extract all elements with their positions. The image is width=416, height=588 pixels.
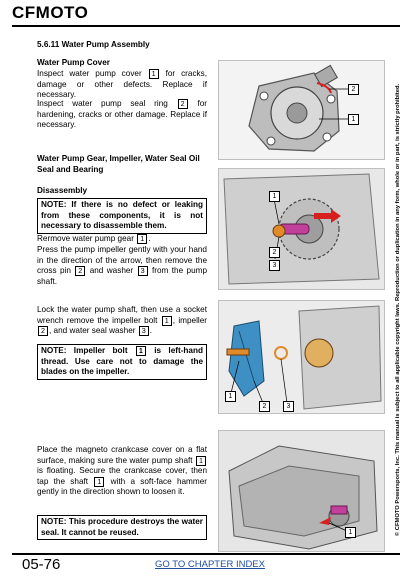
chapter-index-link[interactable]: GO TO CHAPTER INDEX xyxy=(155,559,265,570)
ref-number: 1 xyxy=(137,234,147,244)
impeller-illustration xyxy=(219,301,384,413)
ref-number: 1 xyxy=(162,316,172,326)
callout-label: 2 xyxy=(348,84,359,95)
callout-label: 1 xyxy=(345,527,356,538)
callout-label: 1 xyxy=(348,114,359,125)
callout-label: 1 xyxy=(269,191,280,202)
section-title: 5.6.11 Water Pump Assembly xyxy=(37,40,150,49)
ref-number: 2 xyxy=(38,326,48,336)
header-rule xyxy=(12,25,400,27)
callout-label: 2 xyxy=(259,401,270,412)
page-number: 05-76 xyxy=(22,556,61,573)
page-header xyxy=(0,0,416,24)
footer-rule xyxy=(12,553,400,555)
ref-number: 1 xyxy=(94,477,104,487)
ref-number: 2 xyxy=(75,266,85,276)
cover-paragraph-1: Inspect water pump cover 1 for cracks, damage or other defects. Replace if necessary. xyxy=(37,69,208,100)
figure-crankcase-cover xyxy=(218,430,385,552)
ref-number: 3 xyxy=(139,326,149,336)
gear-heading: Water Pump Gear, Impeller, Water Seal Oil Seal and Bearing xyxy=(37,154,200,174)
ref-number: 1 xyxy=(149,69,159,79)
figure-pump-gear xyxy=(218,168,385,290)
copyright-sidebar xyxy=(391,60,405,560)
callout-label: 2 xyxy=(269,247,280,258)
step-press-impeller: Press the pump impeller gently with your hand in the direction of the arrow, then remove the cross pin 2 and washer 3 from the pump shaft. xyxy=(37,245,207,286)
pump-cover-illustration xyxy=(219,61,384,159)
callout-label: 1 xyxy=(225,391,236,402)
pump-gear-illustration xyxy=(219,169,384,289)
figure-pump-cover xyxy=(218,60,385,160)
ref-number: 1 xyxy=(196,456,206,466)
note-box: NOTE: This procedure destroys the water seal. It cannot be reused. xyxy=(37,515,207,540)
callout-label: 3 xyxy=(283,401,294,412)
crankcase-cover-illustration xyxy=(219,431,384,551)
brand-logo: CFMOTO xyxy=(12,3,89,22)
figure-impeller xyxy=(218,300,385,414)
step-remove-impeller: Lock the water pump shaft, then use a socket wrench remove the impeller bolt 1 , impeller 2 , and water seal washer 3 . xyxy=(37,305,207,336)
callout-label: 3 xyxy=(269,260,280,271)
ref-number: 1 xyxy=(136,346,146,356)
cover-heading: Water Pump Cover xyxy=(37,58,110,67)
ref-number: 2 xyxy=(178,99,188,109)
cover-paragraph-2: Inspect water pump seal ring 2 for hardening, cracks or other damage. Replace if necessary. xyxy=(37,99,207,130)
disassembly-heading: Disassembly xyxy=(37,186,88,195)
step-tap-shaft: Place the magneto crankcase cover on a flat surface, making sure the water pump shaft 1 is floating. Secure the crankcase cover, then tap the shaft 1 with a soft-face hammer gently in the direction shown to loosen it. xyxy=(37,445,207,497)
note-box: NOTE: Impeller bolt 1 is left-hand thread. Use care not to damage the blades on the impeller. xyxy=(37,344,207,380)
copyright-text: © CFMOTO Powersports, Inc. This manual is subject to all applicable copyright laws. Reproduction or duplication in any form, whole or in part, is strictly prohibited. xyxy=(395,83,401,537)
note-box: NOTE: If there is no defect or leaking from these components, it is not necessary to disassemble them. xyxy=(37,198,207,234)
ref-number: 3 xyxy=(138,266,148,276)
step-remove-gear: Rermove water pump gear 1 . xyxy=(37,234,151,243)
